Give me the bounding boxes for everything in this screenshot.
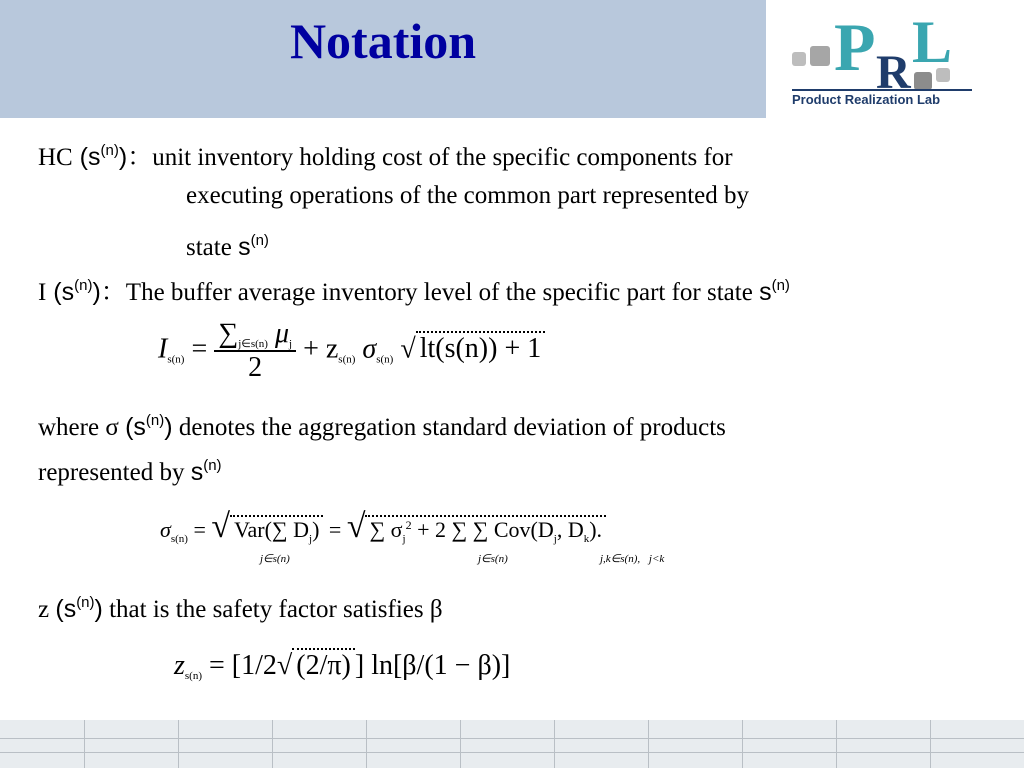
footer-band <box>0 720 1024 768</box>
logo-square-1 <box>792 52 806 66</box>
logo-letter-r: R <box>876 46 911 99</box>
sum-index-1: j∈s(n) <box>260 553 290 565</box>
equation-sigma: $\sigma_{s(n)}$ = √ Var(∑ $D_j$) = √ ∑ $\sigma_j^2 + 2$ ∑ ∑ $Cov(D_j$, $D_k$). j∈s(n) j∈s(n) j,k∈s(n), j<k <box>160 508 665 565</box>
z-description: z $(s^{(n)})$ that is the safety factor satisfies β <box>38 594 443 623</box>
logo-square-2 <box>810 46 830 66</box>
hc-definition-line1: HC $(s^{(n)})$：unit inventory holding cost of the specific components for <box>38 142 733 171</box>
sum-index-2: j∈s(n) <box>478 553 508 565</box>
sigma-description-line1: where σ $(s^{(n)})$ denotes the aggregation standard deviation of products <box>38 412 726 441</box>
equation-safety-factor: $z_{s(n)} = [1/2√$ (2/π) ] ln[β/(1 − β)] <box>174 650 511 682</box>
hc-text-line1: unit inventory holding cost of the specific components for <box>152 144 733 171</box>
sigma-description-line2: represented by $s^{(n)}$ <box>38 457 222 486</box>
sum-index-3: j,k∈s(n), <box>600 553 641 565</box>
logo-caption: Product Realization Lab <box>792 92 941 107</box>
equation-inventory-level: $I_{s(n)}$ = $\frac{\sum_{j\in s(n)} \mu_j}{2}$ + $z_{s(n)}$ $\sigma_{s(n)}$ √ lt(s(n)) + 1 <box>158 318 545 384</box>
logo-letter-l: L <box>912 9 953 75</box>
logo-letter-p: P <box>834 9 876 85</box>
inventory-definition: I $(s^{(n)})$：The buffer average inventory level of the specific part for state $s^{(n)}$ <box>38 277 790 306</box>
hc-text-line2: executing operations of the common part represented by <box>186 182 750 209</box>
inv-label: I <box>38 279 47 306</box>
sum-index-4: j<k <box>648 553 665 565</box>
hc-label: HC <box>38 144 73 171</box>
slide-title: Notation <box>289 13 477 69</box>
hc-text-line3: state $s^{(n)}$ <box>186 232 269 261</box>
